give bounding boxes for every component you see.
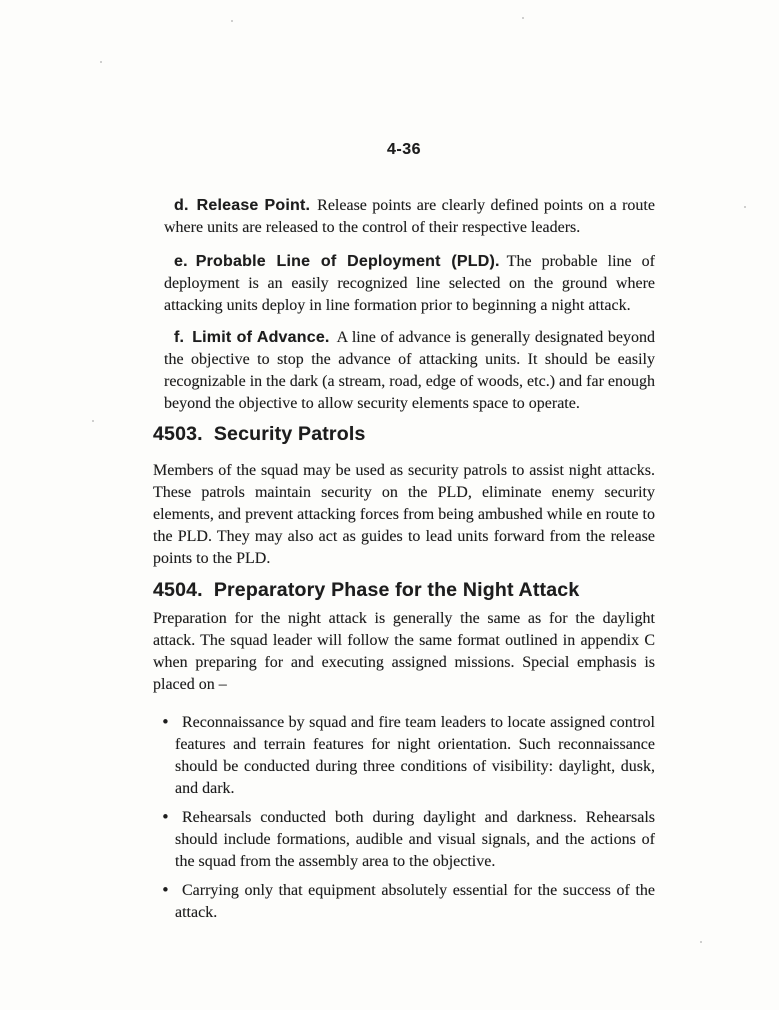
bullet-icon: • [161,881,170,899]
section-number-4503: 4503. [153,423,203,445]
bullet-list [153,712,655,924]
section-body-4504: Preparation for the night attack is generally the same as for the daylight attack. The squad leader will follow the same format outlined in appendix C when preparing for and executing assigned missions. Special emphasis is placed on – [153,610,655,693]
scan-speck [100,61,102,63]
section-heading-4504 [153,577,655,603]
scan-speck [744,206,746,208]
section-title-4503: Security Patrols [213,423,366,445]
scan-speck [92,420,94,422]
paragraph-d-text: Release points are clearly defined points on a route where units are released to the control of their respective leaders. [164,197,655,236]
section-title-4504: Preparatory Phase for the Night Attack [213,579,580,601]
paragraph-f-text: A line of advance is generally designated beyond the objective to stop the advance of attacking units. It should be easily recognizable in the dark (a stream, road, edge of woods, etc.) and far enough beyond the objective to allow security elements space to operate. [164,329,655,412]
section-body-4503: Members of the squad may be used as security patrols to assist night attacks. These patrols maintain security on the PLD, eliminate enemy security elements, and prevent attacking forces from being ambushed while en route to the PLD. They may also act as guides to lead units forward from the release points to the PLD. [153,462,655,567]
section-heading-4503 [153,421,655,447]
paragraph-f-title: Limit of Advance. [192,329,330,346]
paragraph-d-title: Release Point. [196,197,311,214]
paragraph-e-title: Probable Line of Deployment (PLD). [195,253,500,270]
paragraph-e-probable-line-of-deployment [164,251,655,317]
bullet-text-equipment: Carrying only that equipment absolutely essential for the success of the attack. [175,882,655,921]
bullet-icon: • [161,713,170,731]
bullet-item-equipment [161,880,655,924]
bullet-text-rehearsals: Rehearsals conducted both during daylight and darkness. Rehearsals should include formations, audible and visual signals, and the actions of the squad from the assembly area to the objective. [175,809,655,870]
paragraph-f-label: f. [174,329,185,346]
scan-speck [700,941,702,943]
paragraph-d-label: d. [174,197,189,214]
content-column [153,0,655,924]
paragraph-e-label: e. [174,253,188,270]
page-number: 4-36 [386,141,422,158]
section-number-4504: 4504. [153,579,203,601]
bullet-item-reconnaissance [161,712,655,800]
paragraph-e-text: The probable line of deployment is an easily recognized line selected on the ground where attacking units deploy in line formation prior to beginning a night attack. [164,253,655,314]
paragraph-d-release-point [164,195,655,239]
bullet-icon: • [161,808,170,826]
bullet-text-reconnaissance: Reconnaissance by squad and fire team leaders to locate assigned control features and terrain features for night orientation. Such reconnaissance should be conducted during three conditions of visibility: daylight, dusk, and dark. [175,714,655,797]
paragraph-f-limit-of-advance [164,327,655,415]
bullet-item-rehearsals [161,807,655,873]
